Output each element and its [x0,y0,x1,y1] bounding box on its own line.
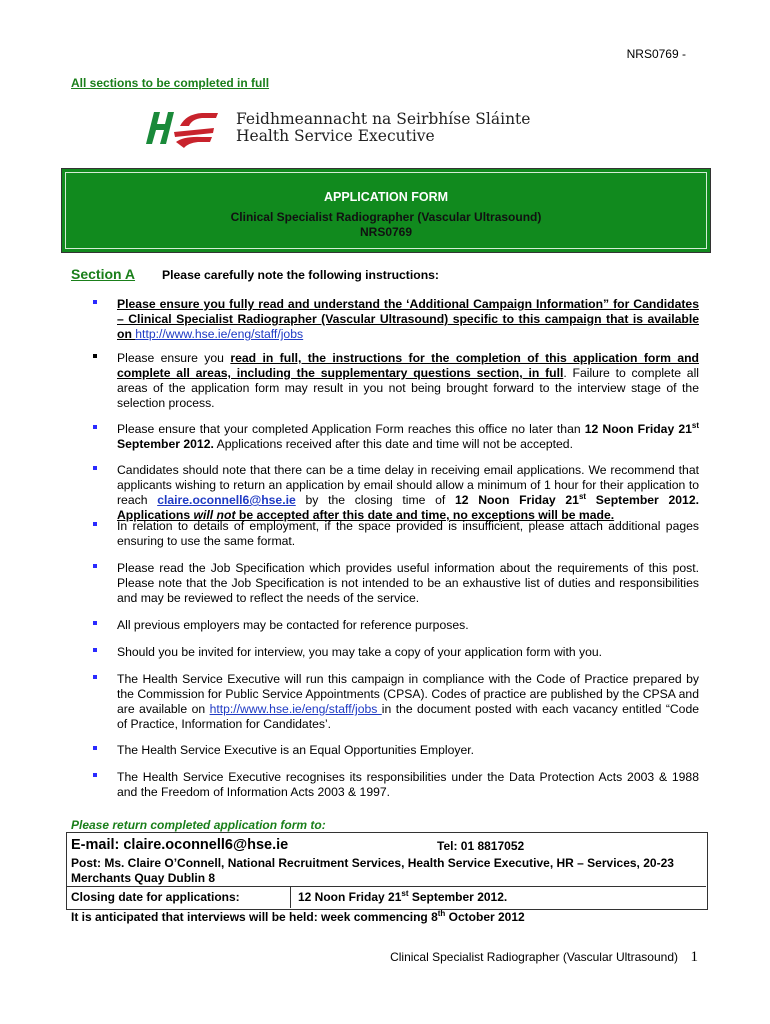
list-item [93,297,699,342]
bullet-text: Applications received after this date and time will not be accepted. [213,437,573,451]
bullet-icon [93,773,97,777]
bullet-text: . Failure to complete all areas of the application form may result in you not being brought forward to the interview stage of the selection process. [117,366,699,410]
list-item [93,519,699,549]
interview-sup: th [437,909,446,918]
footer-title: Clinical Specialist Radiographer (Vascular Ultrasound) [390,950,678,964]
closing-date [298,890,507,904]
closing-divider [290,886,291,908]
closing-date-text: 12 Noon Friday 21 [298,890,402,904]
bullet-text: The Health Service Executive will run this campaign in compliance with the Code of Practice prepared by the Commission for Public Service Appointments (CPSA). Codes of practice are published by the CPSA and are available on [117,672,699,716]
bullet-text: Please ensure you fully read and understand the ‘Additional Campaign Information” for Candidates – Clinical Specialist Radiographer (Vascular Ultrasound) specific to this campaign that is available on [117,297,699,341]
page-number: 1 [690,949,698,965]
list-item [93,770,699,800]
bullet-emphasis: be accepted after this date and time, no exceptions will be made. [235,508,615,522]
bullet-icon [93,746,97,750]
bullet-icon [93,300,97,304]
bullet-icon [93,675,97,679]
closing-date-sup: st [401,889,409,898]
bullet-text: Please ensure you [117,351,231,365]
logo-irish-name: Feidhmeannacht na Seirbhíse Sláinte [236,110,531,128]
form-title: APPLICATION FORM [323,190,449,204]
bullet-icon [93,466,97,470]
bullet-deadline: 12 Noon Friday 21 [584,422,692,436]
bullet-icon [93,425,97,429]
return-label: Please return completed application form to: [71,818,326,832]
bullet-sup: st [578,491,587,501]
hse-logo-text [236,111,530,145]
bullet-deadline: 12 Noon Friday 21 [454,493,579,507]
list-item [93,743,699,758]
email-link[interactable]: claire.oconnell6@hse.ie [157,493,296,507]
list-item [93,645,699,660]
bullet-text: The Health Service Executive is an Equal Opportunities Employer. [117,743,475,757]
bullet-emphasis: Applications [117,508,194,522]
bullet-icon [93,354,97,358]
position-title [66,210,706,240]
bullet-text: The Health Service Executive recognises its responsibilities under the Data Protection Acts 2003 & 1988 and the Freedom of Information Acts 2003 & 1997. [117,770,699,799]
bullet-text: Should you be invited for interview, you may take a copy of your application form with you. [117,645,603,659]
bullet-emphasis: will not [193,508,236,522]
hse-logo-mark-icon [146,112,218,148]
bullet-deadline-year: September 2012. [586,493,699,507]
bullet-sup: st [691,420,700,430]
list-item [93,618,699,633]
list-item [93,422,699,452]
bullet-deadline-year: September 2012. [117,437,214,451]
instruction-list [93,297,699,800]
bullet-text: Candidates should note that there can be a time delay in receiving email applications. We recommend that applicants wishing to return an application by email should allow a minimum of 1 hour for their application to reach [117,463,699,507]
interview-note [71,910,525,924]
contact-post: Post: Ms. Claire O’Connell, National Recruitment Services, Health Service Executive, HR – Services, 20-23 Merchants Quay Dublin 8 [71,856,674,885]
bullet-icon [93,522,97,526]
reference-code: NRS0769 - [626,47,686,61]
list-item [93,351,699,411]
list-item [93,463,699,523]
list-item [93,561,699,606]
interview-text: It is anticipated that interviews will be held: week commencing 8 [71,910,438,924]
section-label: Section A [71,266,136,282]
list-item [93,672,699,732]
bullet-text: in the document posted with each vacancy entitled “Code of Practice, Information for Candidates’. [117,702,700,731]
bullet-text: Please ensure that your completed Application Form reaches this office no later than [117,422,585,436]
bullet-icon [93,564,97,568]
contact-tel: Tel: 01 8817052 [437,839,525,853]
interview-text: October 2012 [445,910,525,924]
bullet-text: All previous employers may be contacted for reference purposes. [117,618,469,632]
bullet-text: In relation to details of employment, if the space provided is insufficient, please attach additional pages ensuring to use the same format. [117,519,699,548]
logo-english-name: Health Service Executive [236,127,435,145]
bullet-icon [93,648,97,652]
closing-date-text: September 2012. [408,890,508,904]
completion-notice: All sections to be completed in full [71,76,270,90]
jobs-link[interactable]: http://www.hse.ie/eng/staff/jobs [135,327,304,341]
bullet-icon [93,621,97,625]
position-code: NRS0769 [359,225,413,239]
bullet-text: by the closing time of [295,493,455,507]
bullet-text: Please read the Job Specification which provides useful information about the requirements of this post. Please note that the Job Specification is not intended to be an exhaustive list of duties and responsibilities and may be reviewed to reflect the needs of the service. [117,561,699,605]
jobs-link[interactable]: http://www.hse.ie/eng/staff/jobs [209,702,382,716]
bullet-emphasis: read in full, the instructions for the completion of this application form and complete all areas, including the supplementary questions section, in full [117,351,699,380]
title-banner [61,168,711,253]
section-instruction: Please carefully note the following instructions: [162,268,439,282]
position-name: Clinical Specialist Radiographer (Vascular Ultrasound) [230,210,542,224]
closing-label: Closing date for applications: [71,890,240,904]
contact-email: E-mail: claire.oconnell6@hse.ie [71,837,289,853]
